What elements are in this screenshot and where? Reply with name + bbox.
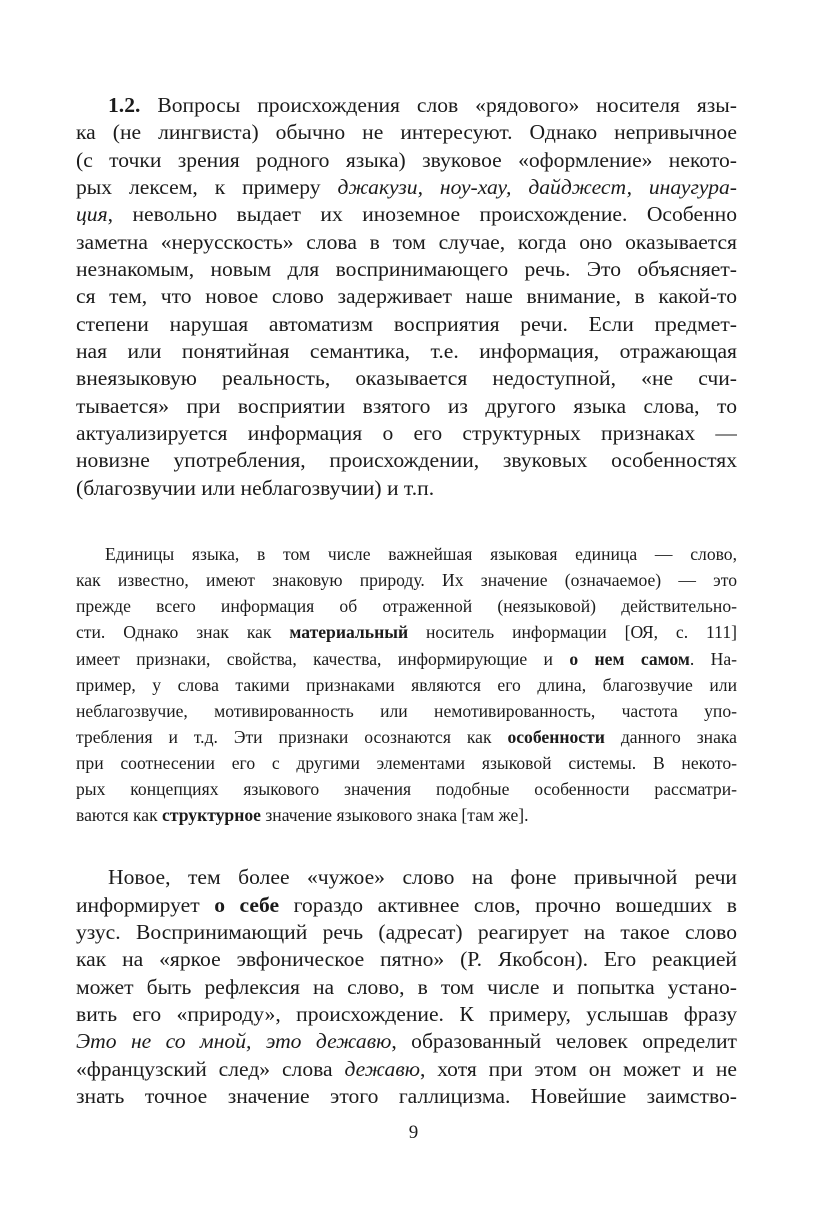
quote-line: неблагозвучие, мотивированность или немотивированность, частота упо- bbox=[76, 700, 737, 721]
bold-term: материальный bbox=[289, 622, 409, 643]
text-line: узус. Воспринимающий речь (адресат) реагирует на такое слово bbox=[76, 919, 737, 944]
page-body bbox=[76, 92, 737, 1110]
text-line bbox=[76, 1056, 737, 1083]
quote-line: Единицы языка, в том числе важнейшая языковая единица — слово, bbox=[105, 544, 737, 565]
text-line: вить его «природу», происхождение. К примеру, услышав фразу bbox=[76, 1001, 737, 1026]
text-line: как на «яркое эвфоническое пятно» (Р. Якобсон). Его реакцией bbox=[76, 947, 737, 972]
text-fragment: требления и т.д. Эти признаки осознаются как bbox=[76, 726, 508, 747]
italic-word: дежавю bbox=[344, 1056, 420, 1081]
italic-phrase: Это не со мной, это дежавю bbox=[76, 1029, 392, 1054]
bold-term: о нем самом bbox=[569, 648, 690, 669]
text-fragment: информирует bbox=[76, 892, 215, 917]
text-line: незнакомым, новым для воспринимающего речь. Это объясняет- bbox=[76, 257, 737, 282]
text-fragment: гораздо активнее слов, прочно вошедших в bbox=[279, 892, 737, 917]
text-fragment: , хотя при этом он может и не bbox=[419, 1056, 737, 1081]
text-line: ка (не лингвиста) обычно не интересуют. Однако непривычное bbox=[76, 120, 737, 145]
quote-line bbox=[76, 724, 737, 750]
text-line: степени нарушая автоматизм восприятия речи. Если предмет- bbox=[76, 311, 737, 336]
quote-line: при соотнесении его с другими элементами языковой системы. В некото- bbox=[76, 752, 737, 773]
quote-line: как известно, имеют знаковую природу. Их значение (означаемое) — это bbox=[76, 570, 737, 591]
text-line bbox=[76, 1028, 737, 1055]
text-fragment: , образованный человек определит bbox=[391, 1029, 737, 1054]
text-line bbox=[76, 174, 737, 201]
quote-block bbox=[76, 541, 737, 828]
text-fragment: данного знака bbox=[604, 726, 737, 747]
italic-fragment: ция bbox=[76, 202, 108, 227]
text-line: новизне употребления, происхождении, звуковых особенностях bbox=[76, 448, 737, 473]
bold-term: о себе bbox=[214, 892, 280, 917]
text-fragment: рых лексем, к примеру bbox=[76, 175, 338, 200]
bold-term: особенности bbox=[507, 726, 605, 747]
section-number: 1.2. bbox=[108, 93, 141, 117]
text-line: знать точное значение этого галлицизма. Новейшие заимство- bbox=[76, 1083, 737, 1108]
text-line: Новое, тем более «чужое» слово на фоне привычной речи bbox=[108, 865, 737, 890]
text-fragment: Вопросы происхождения слов «рядового» носителя язы- bbox=[157, 93, 737, 117]
text-fragment: , невольно выдает их иноземное происхождение. Особенно bbox=[107, 202, 737, 227]
text-line bbox=[76, 92, 737, 119]
text-line bbox=[76, 201, 737, 228]
text-fragment: имеет признаки, свойства, качества, информирующие и bbox=[76, 648, 570, 669]
quote-line: пример, у слова такими признаками являются его длина, благозвучие или bbox=[76, 674, 737, 695]
text-fragment: «французский след» слова bbox=[76, 1056, 345, 1081]
text-fragment: носитель информации [ОЯ, с. 111] bbox=[408, 622, 737, 643]
quote-line bbox=[76, 619, 737, 645]
quote-line: прежде всего информация об отраженной (неязыковой) действительно- bbox=[76, 596, 737, 617]
quote-line: рых концепциях языкового значения подобные особенности рассматри- bbox=[76, 779, 737, 799]
quote-line bbox=[76, 646, 737, 672]
page-number: 9 bbox=[408, 1122, 419, 1143]
text-line: актуализируется информация о его структурных признаках — bbox=[76, 421, 737, 446]
text-line: ся тем, что новое слово задерживает наше внимание, в какой-то bbox=[76, 284, 737, 309]
text-line: ная или понятийная семантика, т.е. информация, отражающая bbox=[76, 339, 737, 364]
text-line: (благозвучии или неблагозвучии) и т.п. bbox=[76, 475, 435, 500]
text-line: может быть рефлексия на слово, в том числе и попытка устано- bbox=[76, 974, 737, 999]
text-fragment: значение языкового знака [там же]. bbox=[260, 805, 529, 826]
closing-paragraph bbox=[76, 864, 737, 1110]
text-line: (с точки зрения родного языка) звуковое «оформление» некото- bbox=[76, 147, 737, 172]
text-line bbox=[76, 892, 737, 919]
section-paragraph bbox=[76, 92, 737, 502]
text-line: тывается» при восприятии взятого из другого языка слова, то bbox=[76, 393, 737, 418]
text-line: заметна «нерусскость» слова в том случае, когда оно оказывается bbox=[76, 229, 737, 254]
text-fragment: ваются как bbox=[76, 805, 163, 826]
text-line: внеязыковую реальность, оказывается недоступной, «не счи- bbox=[76, 366, 737, 391]
text-fragment: сти. Однако знак как bbox=[76, 622, 290, 643]
quote-line bbox=[76, 802, 737, 828]
italic-examples: джакузи, ноу-хау, дайджест, инаугура- bbox=[337, 175, 737, 200]
bold-term: структурное bbox=[162, 805, 261, 826]
text-fragment: . На- bbox=[689, 648, 737, 669]
